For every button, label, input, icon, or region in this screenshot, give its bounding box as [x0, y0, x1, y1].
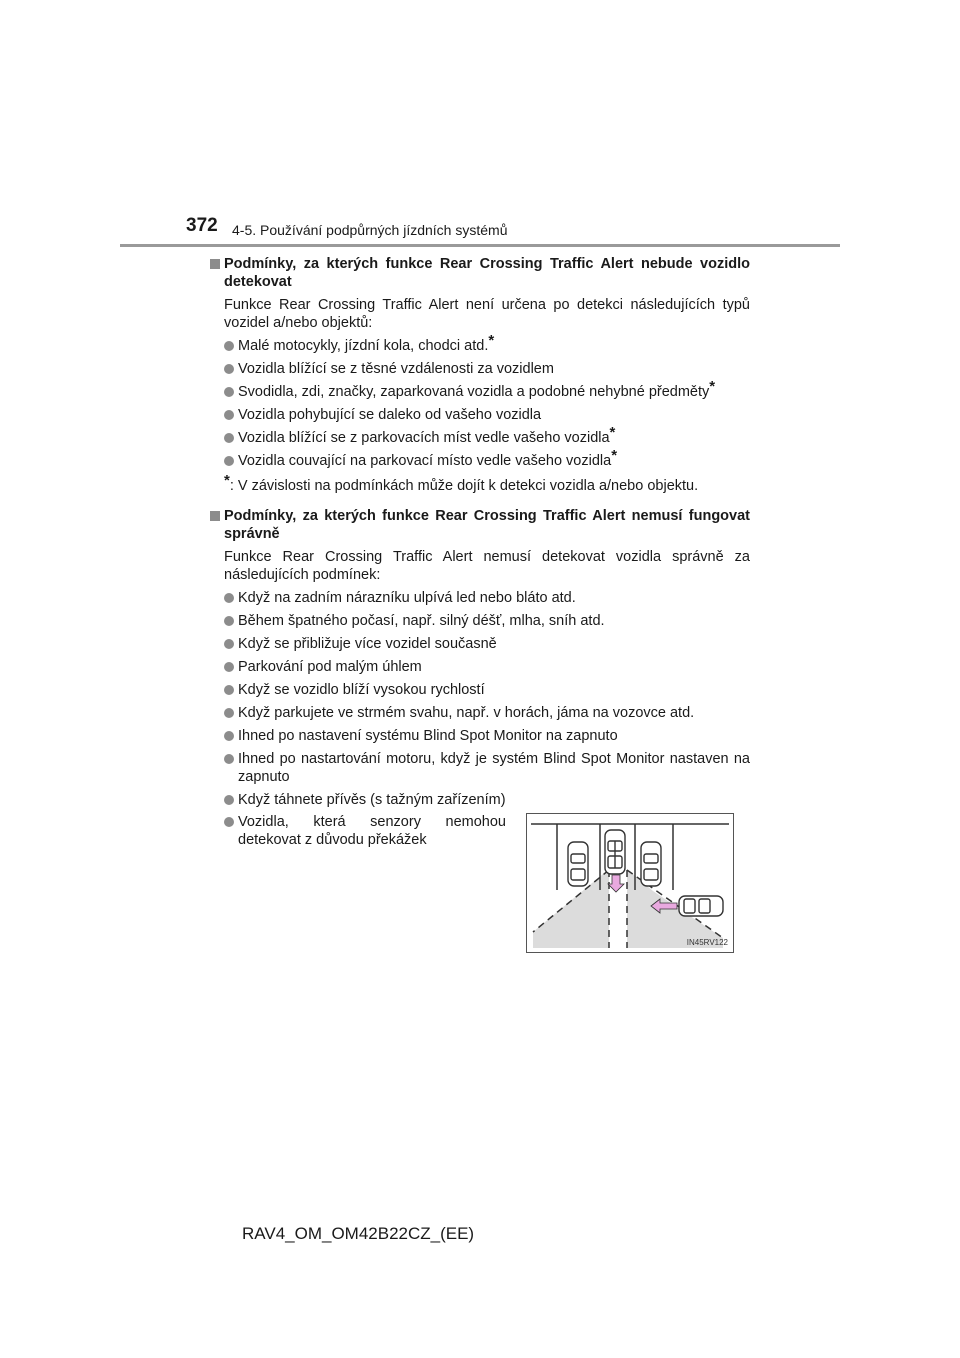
- list-item: Během špatného počasí, např. silný déšť, mlha, sníh atd.: [210, 612, 750, 630]
- document-code: RAV4_OM_OM42B22CZ_(EE): [242, 1224, 475, 1243]
- parking-diagram: [527, 814, 733, 952]
- section-heading-detection-limits: [210, 255, 750, 291]
- bullet-icon: [224, 639, 234, 649]
- bullet-icon: [224, 708, 234, 718]
- asterisk-mark: *: [611, 447, 618, 464]
- list-item: Když na zadním nárazníku ulpívá led nebo bláto atd.: [210, 589, 750, 607]
- parked-car-left: [568, 842, 588, 886]
- list-item: Svodidla, zdi, značky, zaparkovaná vozidla a podobné nehybné předměty*: [210, 383, 750, 401]
- asterisk-mark: *: [488, 332, 495, 349]
- list-item: Když se vozidlo blíží vysokou rychlostí: [210, 681, 750, 699]
- bullet-icon: [224, 754, 234, 764]
- bullet-icon: [224, 387, 234, 397]
- section-heading-malfunction-conditions: [210, 507, 750, 543]
- bullet-icon: [224, 662, 234, 672]
- section-heading-text: Podmínky, za kterých funkce Rear Crossing Traffic Alert nebude vozidlo detekovat: [224, 256, 750, 290]
- section-heading-text: Podmínky, za kterých funkce Rear Crossing Traffic Alert nemusí fungovat správně: [224, 508, 750, 542]
- bullet-icon: [224, 410, 234, 420]
- list-item: Vozidla blížící se z parkovacích míst vedle vašeho vozidla*: [210, 429, 750, 447]
- list-item: Vozidla couvající na parkovací místo vedle vašeho vozidla*: [210, 452, 750, 470]
- bullet-icon: [224, 433, 234, 443]
- header-rule: [120, 244, 840, 247]
- list-item: Ihned po nastavení systému Blind Spot Monitor na zapnuto: [210, 727, 750, 745]
- chapter-title: 4-5. Používání podpůrných jízdních systémů: [232, 222, 508, 238]
- own-car: [605, 830, 625, 874]
- asterisk-mark: *: [224, 472, 230, 489]
- list-item: Když se přibližuje více vozidel současně: [210, 635, 750, 653]
- list-item: Když táhnete přívěs (s tažným zařízením): [210, 791, 750, 809]
- square-bullet-icon: [210, 259, 220, 269]
- page-number: 372: [186, 215, 218, 236]
- list-item: Ihned po nastartování motoru, když je systém Blind Spot Monitor nastaven na zapnuto: [210, 750, 750, 786]
- list-item: Když parkujete ve strmém svahu, např. v horách, jáma na vozovce atd.: [210, 704, 750, 722]
- parked-car-right: [641, 842, 661, 886]
- bullet-icon: [224, 593, 234, 603]
- reverse-arrow: [608, 875, 624, 892]
- asterisk-mark: *: [709, 378, 716, 395]
- approaching-car: [679, 896, 723, 916]
- bullet-icon: [224, 685, 234, 695]
- list-item: Vozidla blížící se z těsné vzdálenosti za vozidlem: [210, 360, 750, 378]
- bullet-icon: [224, 795, 234, 805]
- list-item: Vozidla, která senzory nemohou detekovat z důvodu překážek: [210, 813, 506, 849]
- section-intro: Funkce Rear Crossing Traffic Alert není určena po detekci následujících typů vozidel a/nebo objektů:: [224, 297, 750, 331]
- section-intro: Funkce Rear Crossing Traffic Alert nemusí detekovat vozidla správně za následujících podmínek:: [224, 549, 750, 583]
- bullet-icon: [224, 817, 234, 827]
- asterisk-mark: *: [609, 424, 616, 441]
- bullet-icon: [224, 364, 234, 374]
- figure-code: IN45RV122: [686, 938, 728, 947]
- page-content: [210, 255, 750, 953]
- bullet-icon: [224, 341, 234, 351]
- list-item: Parkování pod malým úhlem: [210, 658, 750, 676]
- list-item: Vozidla pohybující se daleko od vašeho vozidla: [210, 406, 750, 424]
- list-item: Malé motocykly, jízdní kola, chodci atd.*: [210, 337, 750, 355]
- last-item-with-figure: [210, 813, 750, 953]
- parking-detection-figure: [526, 813, 734, 953]
- footnote: *: V závislosti na podmínkách může dojít k detekci vozidla a/nebo objektu.: [224, 472, 699, 494]
- bullet-icon: [224, 616, 234, 626]
- square-bullet-icon: [210, 511, 220, 521]
- bullet-icon: [224, 456, 234, 466]
- bullet-icon: [224, 731, 234, 741]
